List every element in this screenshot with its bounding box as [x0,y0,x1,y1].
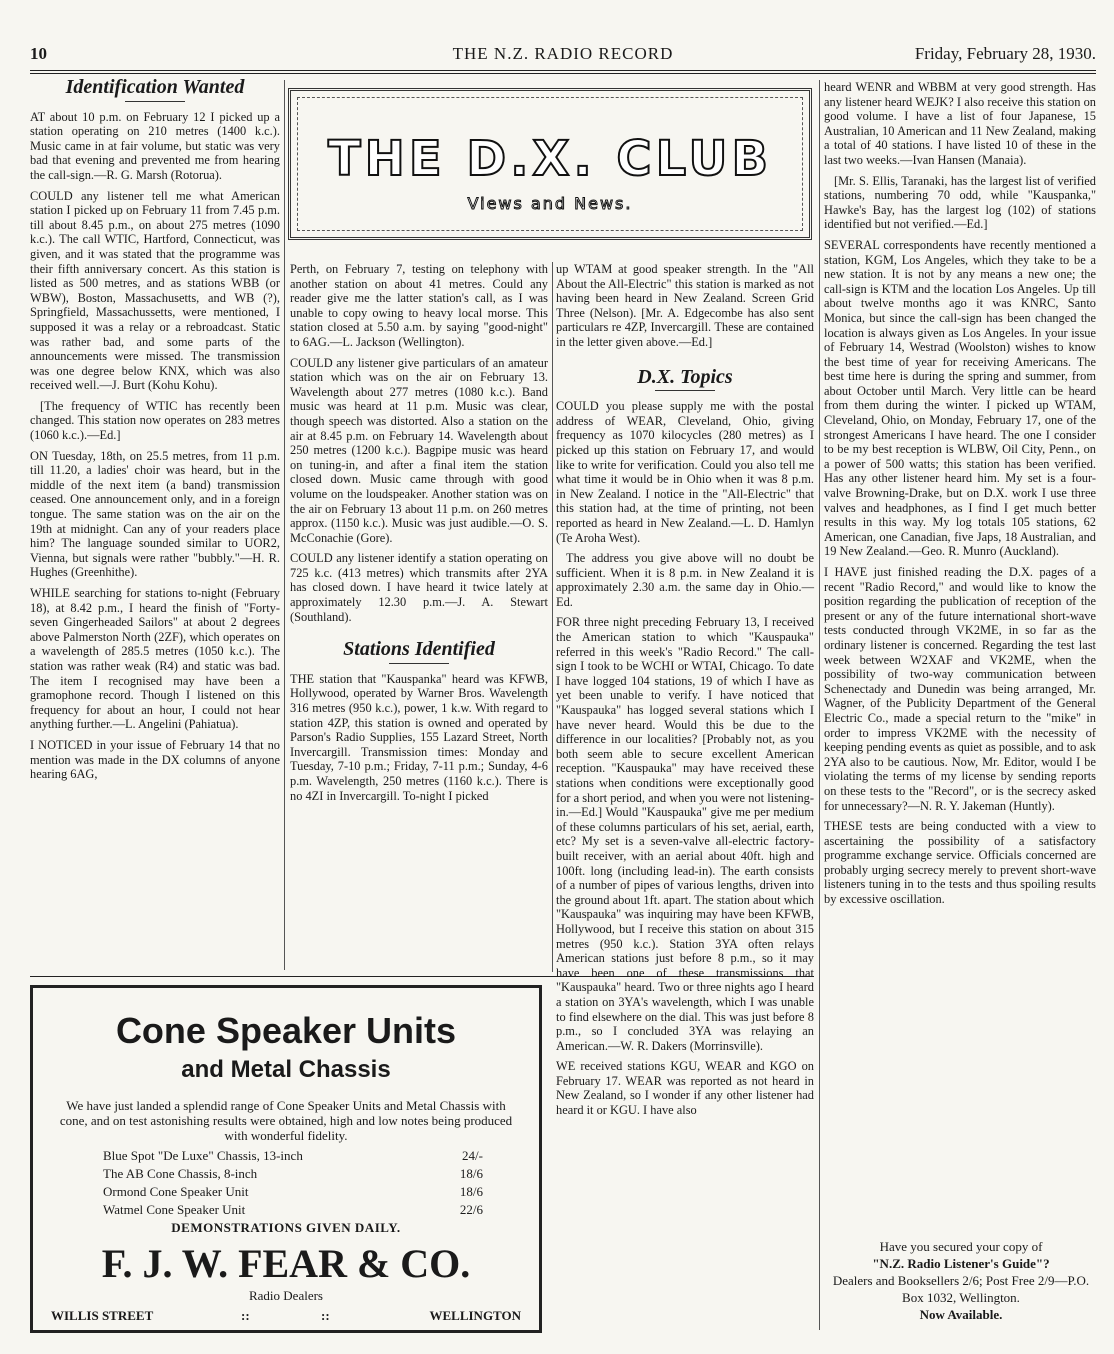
letter-mcconachie: COULD any listener give particulars of an amateur station which was on the air on February 13. Wavelength about 277 metres (1080 k.c.). Band music was heard at 11 p.m. Music was clear, though speech was distorted. Also a station on the air at 8.45 p.m. on February 14. Wavelength about 250 metres (1200 k.c.). Bagpipe music was heard on tuning-in, and after a final item the station closed down. Music came through with good volume on the loudspeaker. Another station was on the air on February 13 about 11 p.m. on 260 metres approx. (1150 k.c.). Music was just audible.—O. S. McConachie (Gore). [290,355,548,545]
listeners-guide-notice [825,1238,1097,1323]
letter-6ag: I NOTICED in your issue of February 14 that no mention was made in the DX columns of anyone hearing 6AG, [30,737,280,782]
ad-price-row [103,1184,483,1200]
column-divider [552,262,553,972]
ad-intro: We have just landed a splendid range of Cone Speaker Units and Metal Chassis with cone, and on test astonishing results were obtained, high and low notes being produced with wonderful fidelity. [59,1098,513,1143]
publication-title: THE N.Z. RADIO RECORD [452,44,674,63]
ad-price-row [103,1202,483,1218]
column-2 [290,262,548,809]
ad-separator: :: [241,1308,250,1323]
dx-club-banner [288,88,812,240]
letter-screen-grid-three: up WTAM at good speaker strength. In the "All About the All-Electric" this station is marked as not having been heard in New Zealand. Screen Grid Three (Nelson). [Mr. A. Edgecombe has also sent particulars re 4ZP, Invercargill. These are contained in the letter given above.—Ed.] [556,262,814,349]
guide-availability: Now Available. [919,1307,1003,1322]
ad-demonstrations: DEMONSTRATIONS GIVEN DAILY. [171,1220,401,1235]
page-number: 10 [30,44,47,63]
heading-rule [389,663,449,664]
heading-rule [125,101,185,102]
letter-burt: COULD any listener tell me what American station I picked up on February 11 from 7.45 p.m. till about 8.45 p.m., on about 275 metres (1090 k.c.). The call WTIC, Hartford, Connecticut, was given, and it was stated that the programme was their fifth anniversary concert. As this station is listed as 500 metres, and as stations WBB (or WBW), Boston, Massachusetts, and WB (?), Springfield, Massachussetts, were mentioned, I supposed it was a relay or a rebroadcast. Static was rather bad, and some parts of the announcements were missed. The transmission was one degree below KNX, which was also received well.—J. Burt (Kohu Kohu). [30,188,280,393]
column-divider [284,80,285,970]
editor-reply-ohio: The address you give above will no doubt be sufficient. When it is 8 p.m. in New Zealand it is approximately 2.30 a.m. the same day in Ohio.—Ed. [556,551,814,609]
ad-street: WILLIS STREET [51,1308,154,1323]
guide-line-1: Have you secured your copy of [879,1239,1043,1254]
guide-title: "N.Z. Radio Listener's Guide"? [872,1256,1050,1271]
ad-item-price: 22/6 [459,1202,483,1217]
ad-item-name: Watmel Cone Speaker Unit [103,1202,246,1217]
ad-item-price: 18/6 [459,1184,483,1199]
letter-jackson: Perth, on February 7, testing on telephony with another station on about 41 metres. Could any reader give me the latter station's call, as I was unable to copy owing to heavy local morse. This station closed at 5.50 a.m. by saying "good-night" to 6AG.—L. Jackson (Wellington). [290,262,548,349]
dx-club-title: THE D.X. CLUB [327,131,773,187]
letter-marsh: AT about 10 p.m. on February 12 I picked up a station operating on 210 metres (1400 k.c.). Music came in at fair volume, but static was very bad that evening and prevented me from hearing the call-sign.—R. G. Marsh (Rotorua). [30,109,280,182]
column-1 [30,76,280,788]
letter-stewart: COULD any listener identify a station operating on 725 k.c. (413 metres) which transmits after 2YA has closed down. I have heard it twice lately at approximately 12.30 p.m.—J. A. Stewart (Southland). [290,551,548,624]
column-4 [824,80,1096,913]
ad-firm-name: F. J. W. FEAR & CO. [101,1241,471,1286]
ad-dealers: Radio Dealers [248,1288,323,1303]
column-3 [556,262,814,1124]
header-rule-2 [30,73,1096,74]
ad-separator: :: [321,1308,330,1323]
ad-price-row [103,1166,483,1182]
ad-item-price: 18/6 [459,1166,483,1181]
ad-top-rule [30,976,814,977]
ad-price-row [103,1148,483,1164]
letter-hansen: heard WENR and WBBM at very good strength. Has any listener heard WEJK? I also receive this station on good volume. I have a list of four Japanese, 15 Australian, 10 American and 11 New Zealand, making a total of 40 stations. I have listed 10 of these in the last two weeks.—Ivan Hansen (Manaia). [824,80,1096,167]
ad-subtitle: and Metal Chassis [181,1056,391,1083]
cone-speaker-advertisement [30,985,542,1333]
letter-jakeman: I HAVE just finished reading the D.X. pages of a recent "Radio Record," and would like to know the position regarding the publication of reception of the present or any of the future international short-wave tests conducted through VK2ME, in so far as the ordinary listener is concerned. Regarding the test last week between W2XAF and VK2ME, when the possibility of two-way communication between Schenectady and Dunedin was being arranged, Mr. Wagner, of the Publicity Department of the General Electric Co., made a special return to the "mike" in order to impress VK2ME with the necessity of keeping pending events as quiet as possible, and to ask 2YA also to be cautious. Now, Mr. Editor, would I be violating the terms of my license by sending reports on these tests to the "Record", or is the secrecy asked for unnecessary?—N. R. Y. Jakeman (Huntly). [824,565,1096,813]
letter-angelini: WHILE searching for stations to-night (February 18), at 8.42 p.m., I heard the finish of "Forty-seven Gingerheaded Sailors" at about 2 degrees above Palmerston North (2ZF), which operates on a wavelength of 285.5 metres (1050 k.c.). The station was rather weak (R4) and static was bad. The item I recognised may have been a gramophone record. Though I listened on this frequency for about an hour, I could not hear anything further.—L. Angelini (Pahiatua). [30,586,280,732]
section-heading-stations-identified: Stations Identified [343,638,495,661]
letter-dakers: FOR three night preceding February 13, I received the American station to which "Kauspauka" referred in this week's "Radio Record." The call-sign I took to be WCHI or WTAI, Chicago. To date I have logged 104 stations, 19 of which I have as yet been unable to verify. I have noticed that "Kauspauka" has logged several stations which I have never heard. Would this be due to the difference in our localities? [Probably not, as you both seem able to secure excellent American reception. "Kauspauka" may have received these stations when conditions were exceptionally good for a short period, and when you were not listening-in.—Ed.] Would "Kauspauka" give me per medium of these columns particulars of his set, aerial, earth, etc? My set is a seven-valve all-electric factory-built receiver, with an aerial about 40ft. high and 100ft. long (including lead-in). The earth consists of a number of pipes of various lengths, driven into the ground about 1ft. apart. The station about which "Kauspauka" was inquiring may have been KFWB, Hollywood, but I receive this station on about 315 metres (950 k.c.). Station 3YA often relays American stations just before 8 p.m., so it may have been one of these transmissions that "Kauspauka" heard. Two or three nights ago I heard a station on 3YA's wavelength, which I was unable to find elsewhere on the dial. This was just before 8 p.m., so I concluded 3YA was relaying an American.—W. R. Dakers (Morrinsville). [556,615,814,1053]
issue-date: Friday, February 28, 1930. [914,44,1096,63]
ad-city: WELLINGTON [429,1308,521,1323]
ad-title: Cone Speaker Units [115,1010,457,1051]
letter-hamlyn: COULD you please supply me with the postal address of WEAR, Cleveland, Ohio, giving frequency as 1070 kilocycles (280 metres) as I picked up this station on February 17, and would like to write for verification. Could you also tell me what time it would be in Ohio when it was 8 p.m. in New Zealand. I notice in the "All-Electric" that this station had, at the time of printing, not been reported as heard in New Zealand.—L. D. Hamlyn (Te Aroha West). [556,399,814,545]
column-divider [819,80,820,1330]
header-rule [30,70,1096,71]
letter-kfwb: THE station that "Kauspanka" heard was KFWB, Hollywood, operated by Warner Bros. Wavelength 316 metres (950 k.c.), power, 1 k.w. With regard to station 4ZP, this station is owned and operated by Parson's Radio Supplies, 155 Lazard Street, North Invercargill. Transmission times: Monday and Tuesday, 7-10 p.m.; Friday, 7-11 p.m.; Sunday, 4-6 p.m. Wavelength, 250 metres (1160 k.c.). There is no 4ZI in Invercargill. To-night I picked [290,671,548,803]
editor-note-verified: [Mr. S. Ellis, Taranaki, has the largest list of verified stations, numbering 70 odd, while "Kauspanka," Hawke's Bay, has the largest log (102) of stations identified but not verified.—Ed.] [824,173,1096,232]
ad-item-name: The AB Cone Chassis, 8-inch [103,1166,258,1181]
guide-price: Dealers and Booksellers 2/6; Post Free 2/9—P.O. Box 1032, Wellington. [832,1273,1090,1305]
editor-reply-tests: THESE tests are being conducted with a view to ascertaining the possibility of a satisfactory programme exchange service. Officials concerned are probably urging secrecy merely to prevent short-wave listeners tuning in to the tests and thus spoiling results by excessive oscillation. [824,819,1096,907]
section-heading-dx-topics: D.X. Topics [637,365,733,388]
ad-item-name: Ormond Cone Speaker Unit [103,1184,249,1199]
letter-kgu: WE received stations KGU, WEAR and KGO on February 17. WEAR was reported as not heard in New Zealand, so I wonder if any other listener had heard it or KGU. I have also [556,1059,814,1118]
ad-item-price: 24/- [462,1148,483,1163]
editor-note-wtic: [The frequency of WTIC has recently been changed. This station now operates on 283 metres (1060 k.c.).—Ed.] [30,398,280,443]
letter-munro: SEVERAL correspondents have recently mentioned a station, KGM, Los Angeles, which they take to be a new station. It is not by any means a new one; the call-sign is KTM and the location Los Angeles. Up till about twelve months ago it was KNRC, Santo Monica, but since the call-sign has been changed the location is always given as Los Angeles. In your issue of February 14, Westrad (Woolston) wishes to know the best time of year for receiving Americans. The best time here is during the spring and summer, from about October until March. Very little can be heard from them during the winter. I picked up WTAM, Cleveland, Ohio, on Monday, February 17, one of the strongest Americans I have heard. The one I consider to be my best reception is WLBW, Oil City, Penn., on a power of 500 watts; this station has been verified. Has any other listener heard him. My set is a four-valve Browning-Drake, but on D.X. work I use three valves and headphones, as I find I get much better results in this way. My log totals 105 stations, 62 American, one Canadian, five Japs, 18 Australian, and 19 New Zealand.—Geo. R. Munro (Auckland). [824,237,1096,559]
heading-rule [655,390,715,391]
ad-item-name: Blue Spot "De Luxe" Chassis, 13-inch [103,1148,303,1163]
letter-hughes: ON Tuesday, 18th, on 25.5 metres, from 11 p.m. till 11.20, a ladies' choir was heard, but in the middle of the next item (a band) transmission ceased. One announcement only, and in a foreign tongue. The same station was on the air on the 19th at midnight. Can any of your readers place him? The language sounded similar to UOR2, Vienna, but signals were rather "bubbly."—H. R. Hughes (Greenhithe). [30,448,280,580]
page-header [30,44,1096,68]
dx-club-subtitle: Views and News. [467,194,633,213]
section-heading-identification-wanted: Identification Wanted [65,76,245,98]
